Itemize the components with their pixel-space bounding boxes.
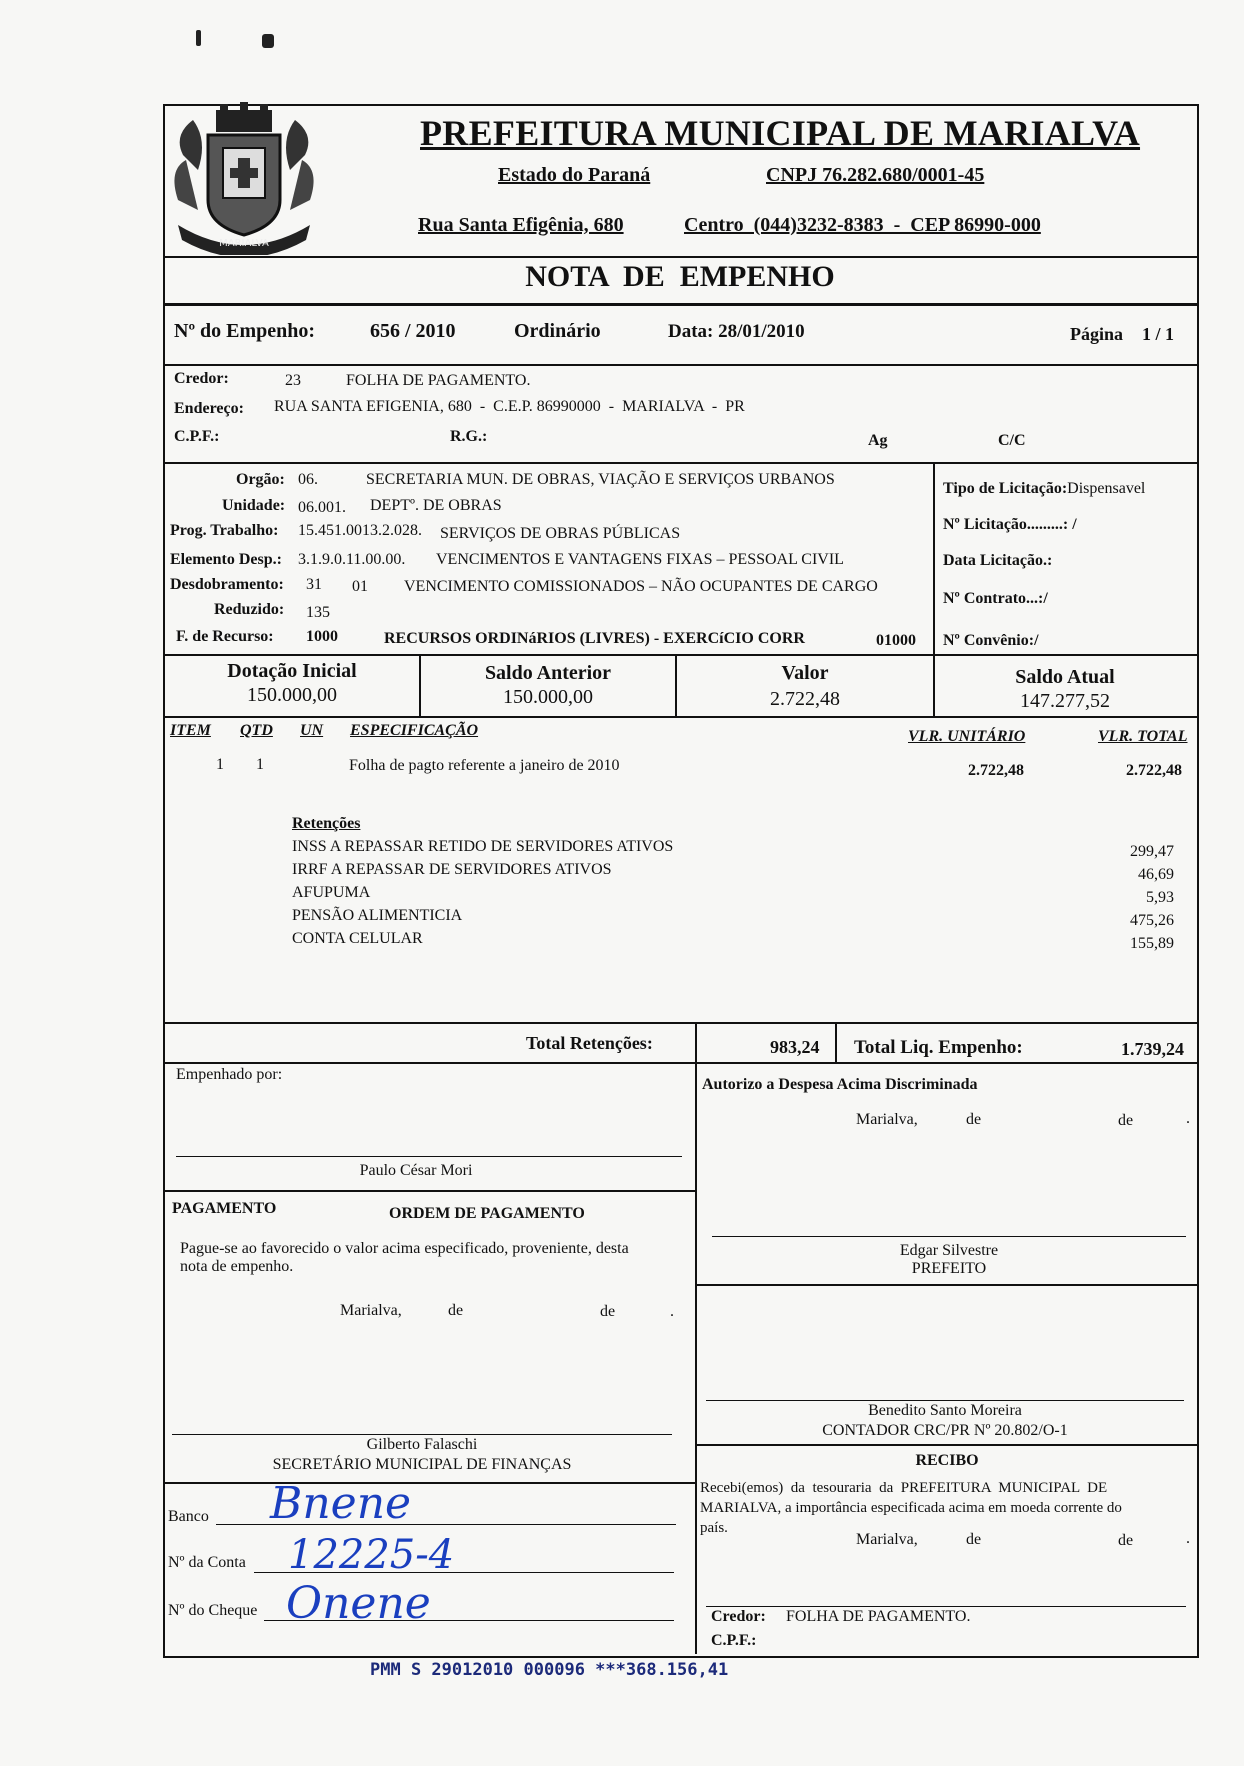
cnpj-label: CNPJ 76.282.680/0001-45 — [766, 164, 985, 186]
state-label: Estado do Paraná — [498, 164, 651, 186]
retencao-desc: IRRF A REPASSAR DE SERVIDORES ATIVOS — [292, 861, 612, 878]
pagamento-de: de — [600, 1303, 616, 1320]
agency-label: Ag — [868, 432, 888, 449]
table-row-vlr-total: 2.722,48 — [1126, 762, 1182, 779]
autorizo-de: de — [966, 1111, 982, 1128]
empenhado-por-label: Empenhado por: — [176, 1066, 283, 1083]
secretario-name: Gilberto Falaschi — [366, 1436, 478, 1453]
retencao-value: 155,89 — [1130, 935, 1174, 952]
recibo-city: Marialva, — [856, 1531, 918, 1548]
payment-stamp: PMM S 29012010 000096 ***368.156,41 — [370, 1660, 729, 1680]
recibo-de: de — [1118, 1532, 1134, 1549]
orgao-code: 06. — [298, 471, 318, 488]
valor-value: 2.722,48 — [770, 688, 840, 710]
prog-label: Prog. Trabalho: — [170, 522, 279, 539]
conta-handwritten: 12225-4 — [288, 1532, 455, 1578]
cheque-handwritten: Onene — [286, 1578, 431, 1629]
saldo-atual-label: Saldo Atual — [1015, 666, 1115, 688]
tipo-licitacao: Tipo de Licitação:Dispensavel — [943, 480, 1146, 497]
fonte-name: RECURSOS ORDINáRIOS (LIVRES) - EXERCíCIO CORR — [384, 630, 805, 647]
valor-label: Valor — [781, 662, 829, 684]
recibo-credor: FOLHA DE PAGAMENTO. — [786, 1608, 971, 1625]
conta-label: Nº da Conta — [168, 1554, 246, 1571]
rg-label: R.G.: — [450, 428, 488, 445]
empenhado-por-name: Paulo César Mori — [359, 1162, 473, 1179]
retencao-desc: PENSÃO ALIMENTICIA — [292, 907, 463, 924]
page-number: 1 / 1 — [1142, 324, 1175, 344]
elemento-code: 3.1.9.0.11.00.00. — [298, 551, 406, 568]
numero-licitacao: Nº Licitação.........: / — [943, 516, 1077, 533]
vlr-total-column-header: VLR. TOTAL — [1098, 728, 1188, 745]
autorizo-city: Marialva, — [856, 1111, 918, 1128]
recibo-text: Recebi(emos) da tesouraria da PREFEITURA MUNICIPAL DE — [700, 1480, 1108, 1496]
saldo-anterior-value: 150.000,00 — [503, 686, 593, 708]
pagamento-text: Pague-se ao favorecido o valor acima especificado, proveniente, desta — [180, 1240, 629, 1257]
unidade-label: Unidade: — [222, 497, 286, 514]
pagamento-text: nota de empenho. — [180, 1258, 294, 1275]
fonte-number: 01000 — [876, 632, 916, 649]
recibo-title: RECIBO — [915, 1452, 979, 1469]
recibo-cpf-label: C.P.F.: — [711, 1632, 757, 1649]
coat-of-arms-logo — [168, 100, 320, 255]
recibo-de: de — [966, 1531, 982, 1548]
endereco-value: RUA SANTA EFIGENIA, 680 - C.E.P. 86990000 - MARIALVA - PR — [274, 398, 745, 415]
desdobramento-label: Desdobramento: — [170, 576, 284, 593]
retencao-value: 299,47 — [1130, 843, 1174, 860]
dotacao-inicial-value: 150.000,00 — [247, 684, 337, 706]
reduzido-label: Reduzido: — [214, 601, 285, 618]
retencao-desc: CONTA CELULAR — [292, 930, 423, 947]
banco-label: Banco — [168, 1508, 209, 1525]
credor-name: FOLHA DE PAGAMENTO. — [346, 372, 531, 389]
numero-convenio: Nº Convênio:/ — [943, 632, 1039, 649]
recibo-dot: . — [1186, 1530, 1190, 1547]
contact-label: Centro (044)3232-8383 - CEP 86990-000 — [684, 214, 1041, 236]
unidade-name: DEPTº. DE OBRAS — [370, 497, 502, 514]
orgao-label: Orgão: — [236, 471, 285, 488]
account-label: C/C — [998, 432, 1026, 449]
vlr-unitario-column-header: VLR. UNITÁRIO — [908, 728, 1026, 745]
pagamento-label: PAGAMENTO — [172, 1200, 277, 1217]
data-licitacao: Data Licitação.: — [943, 552, 1053, 569]
orgao-name: SECRETARIA MUN. DE OBRAS, VIAÇÃO E SERVIÇOS URBANOS — [366, 471, 835, 488]
desdobramento-code-1: 31 — [306, 576, 322, 593]
empenho-type: Ordinário — [514, 320, 601, 342]
cpf-label: C.P.F.: — [174, 428, 220, 445]
punch-mark — [262, 34, 274, 48]
credor-label: Credor: — [174, 370, 229, 387]
secretario-role: SECRETÁRIO MUNICIPAL DE FINANÇAS — [272, 1456, 572, 1473]
pagamento-de: de — [448, 1302, 464, 1319]
total-liquido-value: 1.739,24 — [1121, 1039, 1184, 1059]
empenho-number: 656 / 2010 — [370, 320, 456, 342]
contador-role: CONTADOR CRC/PR Nº 20.802/O-1 — [822, 1422, 1068, 1439]
recibo-credor-label: Credor: — [711, 1608, 766, 1625]
pagamento-city: Marialva, — [340, 1302, 402, 1319]
retencao-value: 5,93 — [1146, 889, 1174, 906]
cheque-label: Nº do Cheque — [168, 1602, 258, 1619]
recibo-text: MARIALVA, a importância especificada acima em moeda corrente do — [700, 1500, 1122, 1516]
table-row-vlr-unitario: 2.722,48 — [968, 762, 1024, 779]
numero-contrato: Nº Contrato...:/ — [943, 590, 1048, 607]
dotacao-inicial-label: Dotação Inicial — [227, 660, 357, 682]
table-row-qtd: 1 — [256, 756, 264, 773]
svg-text:MARIALVA: MARIALVA — [219, 238, 269, 249]
prefeito-name: Edgar Silvestre — [899, 1242, 999, 1259]
retencao-desc: AFUPUMA — [292, 884, 371, 901]
autorizo-label: Autorizo a Despesa Acima Discriminada — [702, 1076, 978, 1093]
pagamento-dot: . — [670, 1303, 674, 1320]
especificacao-column-header: ESPECIFICAÇÃO — [350, 722, 479, 739]
ordem-pagamento-label: ORDEM DE PAGAMENTO — [389, 1205, 585, 1222]
elemento-name: VENCIMENTOS E VANTAGENS FIXAS – PESSOAL CIVIL — [436, 551, 844, 568]
un-column-header: UN — [300, 722, 324, 739]
desdobramento-code-2: 01 — [352, 578, 368, 595]
credor-code: 23 — [285, 372, 301, 389]
endereco-label: Endereço: — [174, 400, 244, 417]
qtd-column-header: QTD — [240, 722, 273, 739]
empenho-number-label: Nº do Empenho: — [174, 320, 316, 342]
saldo-anterior-label: Saldo Anterior — [484, 662, 612, 684]
document-title: NOTA DE EMPENHO — [525, 260, 835, 293]
punch-mark — [196, 30, 201, 46]
total-retencoes-value: 983,24 — [770, 1037, 820, 1057]
saldo-atual-value: 147.277,52 — [1020, 690, 1110, 712]
page-label: Página — [1070, 324, 1124, 344]
table-row-especificacao: Folha de pagto referente a janeiro de 2010 — [349, 757, 620, 774]
elemento-label: Elemento Desp.: — [170, 551, 282, 568]
contador-name: Benedito Santo Moreira — [868, 1402, 1022, 1419]
total-retencoes-label: Total Retenções: — [526, 1033, 653, 1053]
recibo-text: país. — [700, 1520, 728, 1536]
autorizo-de: de — [1118, 1112, 1134, 1129]
prog-name: SERVIÇOS DE OBRAS PÚBLICAS — [440, 525, 681, 542]
retencoes-title: Retenções — [292, 815, 361, 832]
fonte-label: F. de Recurso: — [176, 628, 274, 645]
table-row-item: 1 — [216, 756, 224, 773]
reduzido-code: 135 — [306, 604, 330, 621]
prog-code: 15.451.0013.2.028. — [298, 522, 422, 539]
total-liquido-label: Total Liq. Empenho: — [854, 1037, 1023, 1058]
banco-handwritten: Bnene — [270, 1478, 412, 1529]
address-label: Rua Santa Efigênia, 680 — [418, 214, 624, 236]
empenho-date: Data: 28/01/2010 — [668, 321, 805, 342]
retencao-value: 475,26 — [1130, 912, 1174, 929]
fonte-code: 1000 — [306, 628, 338, 645]
autorizo-dot: . — [1186, 1110, 1190, 1127]
desdobramento-name: VENCIMENTO COMISSIONADOS – NÃO OCUPANTES DE CARGO — [404, 578, 878, 595]
unidade-code: 06.001. — [298, 499, 346, 516]
retencao-desc: INSS A REPASSAR RETIDO DE SERVIDORES ATIVOS — [292, 838, 674, 855]
retencao-value: 46,69 — [1138, 866, 1174, 883]
item-column-header: ITEM — [170, 722, 211, 739]
municipality-title: PREFEITURA MUNICIPAL DE MARIALVA — [420, 113, 1141, 153]
prefeito-role: PREFEITO — [911, 1260, 987, 1277]
